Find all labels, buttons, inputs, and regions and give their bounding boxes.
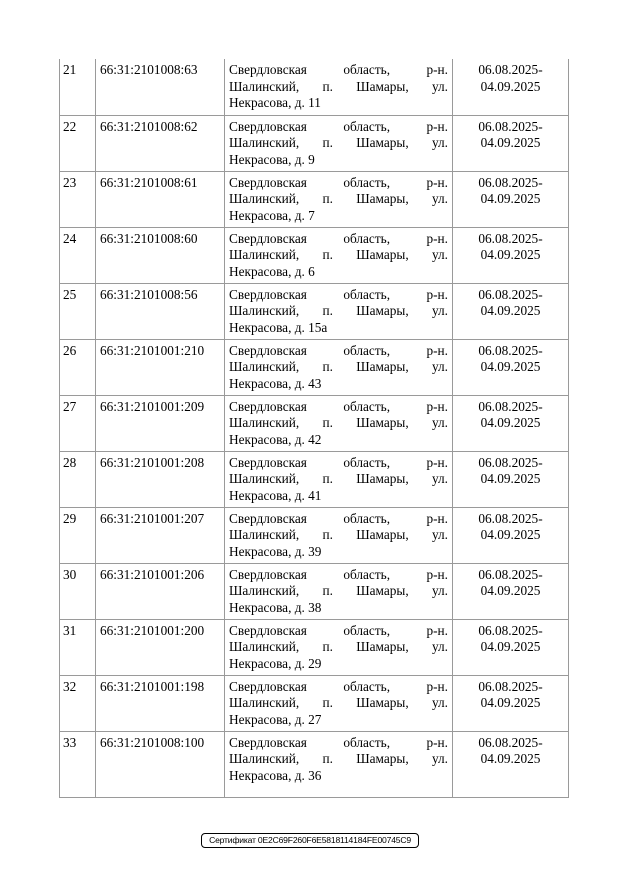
period-end: 04.09.2025 — [480, 303, 541, 318]
table-row — [60, 171, 569, 227]
cadastral-number: 66:31:2101001:208 — [96, 451, 225, 507]
address-line: Некрасова, д. 42 — [229, 431, 322, 447]
period-end: 04.09.2025 — [480, 78, 541, 94]
table-row — [60, 283, 569, 339]
period-end: 04.09.2025 — [480, 527, 541, 542]
period-end: 04.09.2025 — [480, 359, 541, 374]
address-line: Свердловская область, р-н. — [229, 230, 448, 246]
address-line: Некрасова, д. 27 — [229, 711, 322, 727]
period-cell — [453, 59, 569, 115]
row-number: 23 — [60, 171, 96, 227]
period-start: 06.08.2025- — [478, 454, 543, 470]
address-cell — [225, 675, 453, 731]
row-number: 26 — [60, 339, 96, 395]
period-cell — [453, 731, 569, 797]
period-end: 04.09.2025 — [480, 191, 541, 206]
period-cell — [453, 227, 569, 283]
address-cell — [225, 395, 453, 451]
period-start: 06.08.2025- — [478, 678, 543, 694]
table-row — [60, 339, 569, 395]
parcels-table-body — [60, 59, 569, 797]
period-cell — [453, 339, 569, 395]
period-end: 04.09.2025 — [480, 751, 541, 766]
table-row — [60, 59, 569, 115]
address-line: Некрасова, д. 38 — [229, 599, 322, 615]
period-end: 04.09.2025 — [480, 471, 541, 486]
address-cell — [225, 115, 453, 171]
address-cell — [225, 171, 453, 227]
address-line: Свердловская область, р-н. — [229, 510, 448, 526]
cadastral-number: 66:31:2101008:100 — [96, 731, 225, 797]
address-cell — [225, 507, 453, 563]
cadastral-number: 66:31:2101001:209 — [96, 395, 225, 451]
period-end: 04.09.2025 — [480, 639, 541, 654]
address-line: Свердловская область, р-н. — [229, 174, 448, 190]
row-number: 24 — [60, 227, 96, 283]
row-number: 31 — [60, 619, 96, 675]
period-end: 04.09.2025 — [480, 695, 541, 710]
address-cell — [225, 59, 453, 115]
table-row — [60, 395, 569, 451]
table-row — [60, 227, 569, 283]
address-line: Свердловская область, р-н. — [229, 118, 448, 134]
cadastral-number: 66:31:2101008:61 — [96, 171, 225, 227]
address-cell — [225, 451, 453, 507]
row-number: 30 — [60, 563, 96, 619]
cadastral-number: 66:31:2101001:200 — [96, 619, 225, 675]
parcels-table — [59, 59, 569, 798]
address-line: Шалинский, п. Шамары, ул. — [229, 78, 448, 94]
table-row — [60, 731, 569, 797]
address-line: Свердловская область, р-н. — [229, 398, 448, 414]
address-line: Некрасова, д. 36 — [229, 767, 322, 783]
period-start: 06.08.2025- — [478, 510, 543, 526]
table-row — [60, 115, 569, 171]
address-cell — [225, 339, 453, 395]
period-cell — [453, 395, 569, 451]
address-line: Шалинский, п. Шамары, ул. — [229, 415, 448, 430]
address-line: Шалинский, п. Шамары, ул. — [229, 191, 448, 206]
address-line: Некрасова, д. 11 — [229, 95, 321, 110]
cadastral-number: 66:31:2101001:210 — [96, 339, 225, 395]
address-cell — [225, 283, 453, 339]
period-end: 04.09.2025 — [480, 583, 541, 598]
address-line: Некрасова, д. 41 — [229, 487, 322, 503]
cadastral-number: 66:31:2101001:198 — [96, 675, 225, 731]
period-end: 04.09.2025 — [480, 415, 541, 430]
address-line: Шалинский, п. Шамары, ул. — [229, 471, 448, 486]
row-number: 25 — [60, 283, 96, 339]
address-line: Шалинский, п. Шамары, ул. — [229, 527, 448, 542]
period-cell — [453, 451, 569, 507]
period-cell — [453, 115, 569, 171]
period-start: 06.08.2025- — [478, 734, 543, 750]
cadastral-number: 66:31:2101001:206 — [96, 563, 225, 619]
period-start: 06.08.2025- — [478, 118, 543, 134]
address-line: Шалинский, п. Шамары, ул. — [229, 695, 448, 710]
period-cell — [453, 283, 569, 339]
period-cell — [453, 563, 569, 619]
row-number: 32 — [60, 675, 96, 731]
address-line: Свердловская область, р-н. — [229, 342, 448, 358]
period-cell — [453, 507, 569, 563]
period-start: 06.08.2025- — [478, 622, 543, 638]
address-line: Некрасова, д. 6 — [229, 263, 315, 279]
period-start: 06.08.2025- — [478, 62, 543, 77]
address-line: Некрасова, д. 7 — [229, 207, 315, 223]
address-line: Шалинский, п. Шамары, ул. — [229, 247, 448, 262]
address-line: Некрасова, д. 39 — [229, 543, 322, 559]
address-line: Свердловская область, р-н. — [229, 454, 448, 470]
row-number: 21 — [60, 59, 96, 115]
table-row — [60, 451, 569, 507]
period-start: 06.08.2025- — [478, 230, 543, 246]
address-line: Некрасова, д. 15а — [229, 319, 328, 335]
address-line: Свердловская область, р-н. — [229, 566, 448, 582]
period-end: 04.09.2025 — [480, 247, 541, 262]
cadastral-number: 66:31:2101001:207 — [96, 507, 225, 563]
period-start: 06.08.2025- — [478, 174, 543, 190]
address-line: Некрасова, д. 29 — [229, 655, 322, 671]
address-cell — [225, 619, 453, 675]
row-number: 28 — [60, 451, 96, 507]
table-row — [60, 507, 569, 563]
period-start: 06.08.2025- — [478, 566, 543, 582]
certificate-stamp: Сертификат 0E2C69F260F6E5818114184FE00745C9 — [201, 833, 419, 848]
address-line: Шалинский, п. Шамары, ул. — [229, 751, 448, 766]
address-line: Свердловская область, р-н. — [229, 678, 448, 694]
address-line: Свердловская область, р-н. — [229, 62, 448, 77]
period-start: 06.08.2025- — [478, 342, 543, 358]
period-cell — [453, 675, 569, 731]
address-line: Шалинский, п. Шамары, ул. — [229, 583, 448, 598]
address-line: Некрасова, д. 9 — [229, 151, 315, 167]
row-number: 29 — [60, 507, 96, 563]
period-cell — [453, 171, 569, 227]
period-start: 06.08.2025- — [478, 286, 543, 302]
table-row — [60, 619, 569, 675]
address-line: Некрасова, д. 43 — [229, 375, 322, 391]
cadastral-number: 66:31:2101008:63 — [96, 59, 225, 115]
table-row — [60, 675, 569, 731]
cadastral-number: 66:31:2101008:56 — [96, 283, 225, 339]
address-line: Свердловская область, р-н. — [229, 286, 448, 302]
address-line: Шалинский, п. Шамары, ул. — [229, 303, 448, 318]
table-row — [60, 563, 569, 619]
period-start: 06.08.2025- — [478, 398, 543, 414]
period-cell — [453, 619, 569, 675]
address-cell — [225, 227, 453, 283]
address-line: Шалинский, п. Шамары, ул. — [229, 135, 448, 150]
row-number: 22 — [60, 115, 96, 171]
address-line: Свердловская область, р-н. — [229, 622, 448, 638]
address-cell — [225, 731, 453, 797]
address-line: Шалинский, п. Шамары, ул. — [229, 639, 448, 654]
cadastral-number: 66:31:2101008:60 — [96, 227, 225, 283]
cadastral-number: 66:31:2101008:62 — [96, 115, 225, 171]
row-number: 27 — [60, 395, 96, 451]
address-cell — [225, 563, 453, 619]
address-line: Шалинский, п. Шамары, ул. — [229, 359, 448, 374]
row-number: 33 — [60, 731, 96, 797]
address-line: Свердловская область, р-н. — [229, 734, 448, 750]
period-end: 04.09.2025 — [480, 135, 541, 150]
